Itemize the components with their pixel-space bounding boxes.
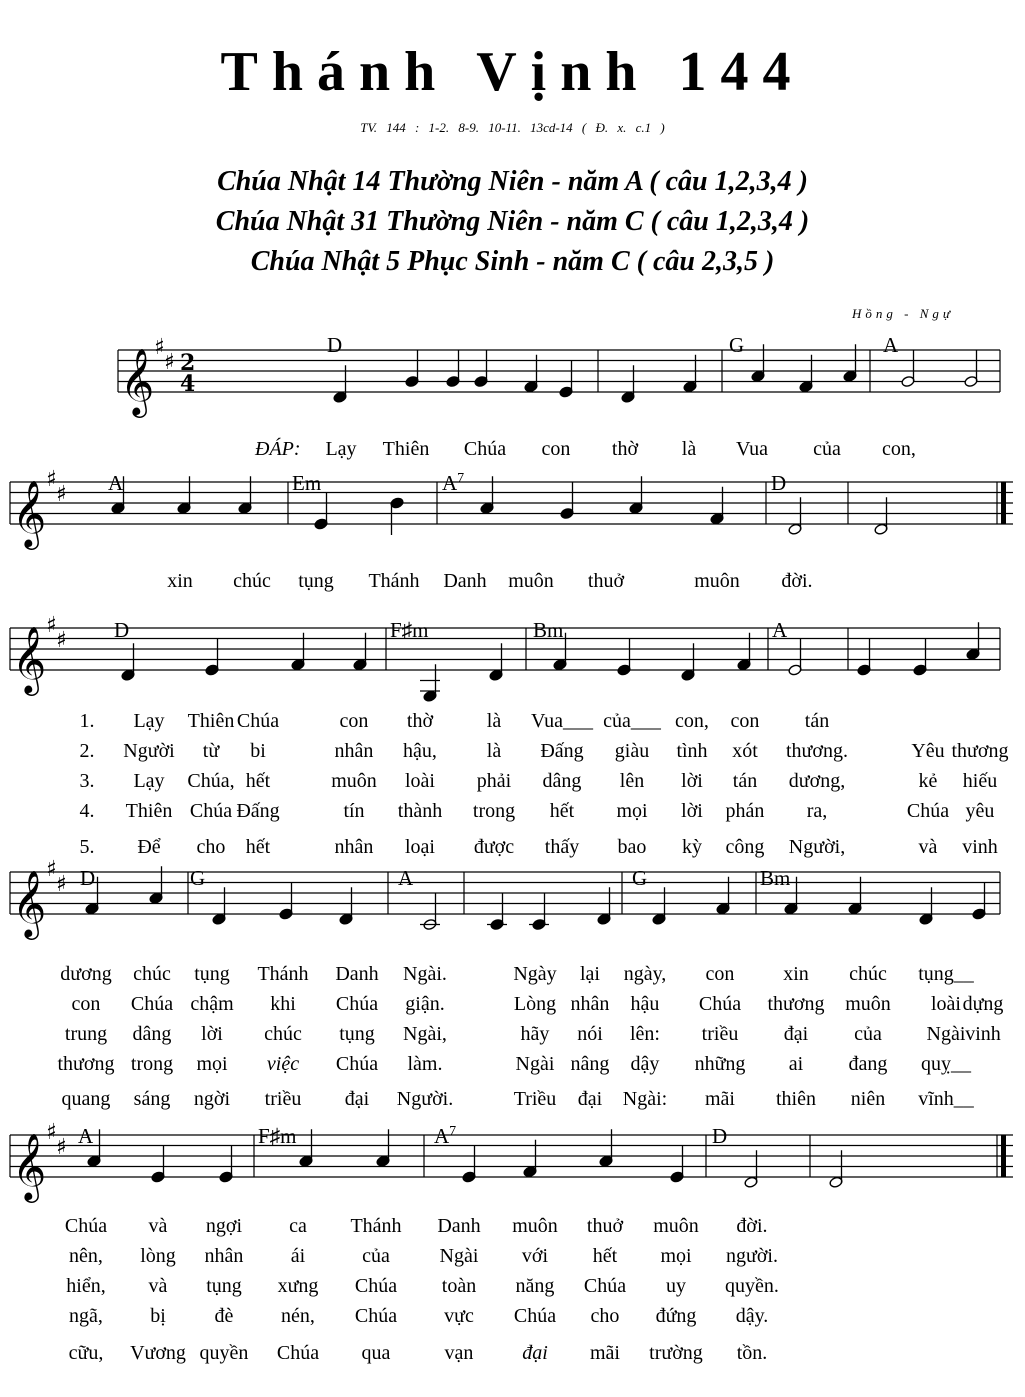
lyric-syllable: mọi <box>660 1245 692 1267</box>
lyric-syllable: Thiên <box>187 710 235 732</box>
lyric-syllable: lời <box>201 1023 223 1045</box>
lyric-syllable: của <box>854 1023 882 1045</box>
lyric-syllable: chậm <box>190 993 234 1015</box>
lyric-syllable: chúc <box>849 963 887 985</box>
lyric-syllable: tụng <box>206 1275 242 1297</box>
lyric-syllable: hết <box>245 836 271 858</box>
lyric-syllable: kẻ <box>918 770 938 792</box>
staff-system <box>118 333 1000 418</box>
chord-symbol: F♯m <box>258 1124 297 1148</box>
lyric-syllable: ngợi <box>205 1215 243 1237</box>
chord-symbol: D <box>712 1124 728 1148</box>
lyric-syllable: Người <box>123 740 175 762</box>
lyric-syllable: dâng <box>542 770 582 792</box>
lyric-syllable: tán <box>804 710 830 732</box>
lyric-syllable: Thánh <box>350 1215 402 1237</box>
lyric-syllable: muôn <box>331 770 377 792</box>
lyric-syllable: Chúa <box>463 438 507 460</box>
sharp-icon: ♯ <box>164 350 175 375</box>
lyric-syllable: muôn <box>845 993 891 1015</box>
lyric-syllable: con <box>71 993 101 1015</box>
lyric-syllable: con, <box>675 710 709 732</box>
lyric-syllable: trong <box>472 800 516 822</box>
chord-symbol: A <box>398 866 414 890</box>
lyric-syllable: tụng <box>339 1023 375 1045</box>
lyric-syllable: thờ <box>611 438 639 460</box>
lyric-syllable: quyền <box>199 1342 249 1364</box>
lyric-syllable: đang <box>848 1053 888 1075</box>
lyric-syllable: cho <box>590 1305 620 1327</box>
lyric-syllable: đời. <box>736 1215 768 1237</box>
lyric-syllable: đời. <box>781 570 813 592</box>
treble-clef-icon: 𝄞 <box>12 625 47 693</box>
lyric-syllable: loài <box>931 993 961 1015</box>
lyric-syllable: lên: <box>630 1023 660 1045</box>
verse-number: 1. <box>79 710 95 732</box>
lyric-syllable: loài <box>405 770 435 792</box>
lyric-syllable: chúc <box>233 570 271 592</box>
lyric-syllable: niên <box>850 1088 886 1110</box>
lyric-syllable: Đấng <box>236 800 280 822</box>
lyric-syllable: Lòng <box>513 993 557 1015</box>
lyric-syllable: chúc <box>133 963 171 985</box>
lyric-syllable: sáng <box>133 1088 171 1110</box>
lyric-syllable: ra, <box>806 800 828 822</box>
lyric-syllable: ngày, <box>623 963 667 985</box>
chord-symbol: A <box>108 471 124 495</box>
lyric-syllable: Chúa <box>64 1215 108 1237</box>
lyric-syllable: Yêu <box>911 740 945 762</box>
lyric-syllable: muôn <box>694 570 740 592</box>
lyric-syllable: Thánh <box>368 570 420 592</box>
lyric-syllable: là <box>486 710 502 732</box>
lyric-syllable: yêu <box>965 800 995 822</box>
chord-symbol: Em <box>292 471 322 495</box>
lyric-syllable: tín <box>343 800 365 822</box>
lyric-syllable: lòng <box>140 1245 176 1267</box>
lyric-syllable: tình <box>676 740 708 762</box>
chord-symbol: G <box>190 866 206 890</box>
lyric-syllable: Chúa <box>276 1342 320 1364</box>
lyric-syllable: nhân <box>334 740 374 762</box>
lyric-syllable: hậu, <box>403 740 437 762</box>
lyric-syllable: Chúa <box>698 993 742 1015</box>
treble-clef-icon: 𝄞 <box>12 1132 47 1200</box>
lyric-syllable: vinh <box>962 836 998 858</box>
lyric-syllable: xin <box>167 570 193 592</box>
lyric-syllable: phán <box>725 800 765 822</box>
sharp-icon: ♯ <box>56 628 67 653</box>
lyric-syllable: đè <box>214 1305 234 1327</box>
lyric-syllable: tồn. <box>736 1342 768 1364</box>
lyric-syllable: nhân <box>334 836 374 858</box>
lyric-syllable: Ngài, <box>403 1023 447 1045</box>
lyric-syllable: và <box>148 1215 168 1237</box>
lyric-syllable: tụng <box>194 963 230 985</box>
lyric-syllable: đại <box>522 1342 548 1364</box>
lyric-syllable: qua <box>361 1342 391 1364</box>
chord-symbol: G <box>729 333 745 357</box>
lyric-syllable: muôn <box>653 1215 699 1237</box>
lyric-syllable: Ngài <box>439 1245 479 1267</box>
lyric-syllable: mọi <box>196 1053 228 1075</box>
lyric-syllable: của___ <box>603 710 661 732</box>
sharp-icon: ♯ <box>56 482 67 507</box>
lyric-syllable: thiên <box>776 1088 816 1110</box>
lyric-syllable: Người, <box>788 836 846 858</box>
lyric-syllable: lên <box>619 770 645 792</box>
lyric-syllable: nhân <box>570 993 610 1015</box>
lyric-syllable: vạn <box>444 1342 474 1364</box>
lyric-syllable: Vua___ <box>530 710 594 732</box>
lyric-syllable: việc <box>266 1053 300 1075</box>
lyric-syllable: tụng <box>298 570 334 592</box>
lyric-syllable: con <box>730 710 760 732</box>
chord-symbol: F♯m <box>390 618 429 642</box>
lyric-syllable: những <box>694 1053 746 1075</box>
lyric-syllable: con <box>339 710 369 732</box>
lyric-syllable: hiển, <box>66 1275 106 1297</box>
lyric-syllable: khi <box>270 993 296 1015</box>
lyric-syllable: Ngài <box>515 1053 555 1075</box>
lyric-syllable: trong <box>130 1053 174 1075</box>
lyric-syllable: của <box>362 1245 390 1267</box>
lyric-syllable: thương <box>57 1053 115 1075</box>
lyric-syllable: loại <box>405 836 435 858</box>
lyric-syllable: trung <box>64 1023 108 1045</box>
lyric-syllable: dâng <box>132 1023 172 1045</box>
lyric-syllable: nâng <box>570 1053 610 1075</box>
lyric-syllable: cho <box>196 836 226 858</box>
lyric-syllable: và <box>148 1275 168 1297</box>
lyric-syllable: con <box>541 438 571 460</box>
lyric-syllable: xót <box>732 740 758 762</box>
lyric-syllable: muôn <box>508 570 554 592</box>
staff-system <box>10 467 1013 550</box>
lyric-syllable: con <box>705 963 735 985</box>
lyric-syllable: nói <box>577 1023 603 1045</box>
lyric-syllable: Chúa <box>335 993 379 1015</box>
lyric-syllable: lại <box>580 963 600 985</box>
lyric-syllable: đại <box>783 1023 809 1045</box>
lyric-syllable: vinh <box>965 1023 1001 1045</box>
occasion-line: Chúa Nhật 14 Thường Niên - năm A ( câu 1,2,3,4 ) <box>217 166 808 197</box>
lyric-syllable: vực <box>444 1305 474 1327</box>
lyric-syllable: Ngày <box>513 963 557 985</box>
verse-number: 2. <box>79 740 95 762</box>
lyric-syllable: Ngài. <box>403 963 447 985</box>
sharp-icon: ♯ <box>46 613 57 638</box>
lyric-syllable: con, <box>882 438 916 460</box>
lyric-syllable: giận. <box>405 993 445 1015</box>
lyric-syllable: lời <box>681 800 703 822</box>
final-barline <box>1001 1135 1006 1177</box>
verse-number: 5. <box>79 836 95 858</box>
lyric-syllable: quyền. <box>725 1275 779 1297</box>
lyric-syllable: Thiên <box>125 800 173 822</box>
lyric-syllable: xin <box>783 963 809 985</box>
lyric-syllable: ái <box>290 1245 306 1267</box>
lyric-syllable: từ <box>202 740 220 762</box>
lyric-syllable: triều <box>701 1023 739 1045</box>
lyric-syllable: giàu <box>614 740 650 762</box>
lyric-syllable: mọi <box>616 800 648 822</box>
lyric-syllable: nhân <box>204 1245 244 1267</box>
lyric-syllable: ca <box>289 1215 307 1237</box>
lyric-syllable: kỳ <box>682 836 702 858</box>
lyric-syllable: tụng__ <box>918 963 974 985</box>
lyric-syllable: Chúa <box>906 800 950 822</box>
chord-symbol: $A^7$ <box>442 471 465 495</box>
lyric-syllable: đứng <box>655 1305 697 1327</box>
chord-symbol: G <box>632 866 648 890</box>
sharp-icon: ♯ <box>46 467 57 492</box>
lyric-syllable: vĩnh__ <box>918 1088 974 1110</box>
lyric-syllable: quỵ__ <box>921 1053 971 1075</box>
lyric-syllable: đại <box>577 1088 603 1110</box>
lyric-syllable: công <box>725 836 765 858</box>
lyric-syllable: quang <box>61 1088 111 1110</box>
lyric-syllable: thương <box>951 740 1009 762</box>
chord-symbol: A <box>78 1124 94 1148</box>
lyric-syllable: hết <box>549 800 575 822</box>
lyric-syllable: bao <box>617 836 647 858</box>
lyric-syllable: Lạy <box>133 770 165 792</box>
lyric-syllable: Để <box>137 836 161 858</box>
lyric-syllable: chúc <box>264 1023 302 1045</box>
verse-number: 3. <box>79 770 95 792</box>
lyric-syllable: Thiên <box>382 438 430 460</box>
treble-clef-icon: 𝄞 <box>120 347 155 415</box>
lyric-syllable: Danh <box>437 1215 481 1237</box>
sharp-icon: ♯ <box>46 1120 57 1145</box>
sharp-icon: ♯ <box>56 1135 67 1160</box>
lyric-syllable: Danh <box>443 570 487 592</box>
lyric-syllable: cữu, <box>68 1342 104 1364</box>
lyric-syllable: nén, <box>281 1305 315 1327</box>
lyric-syllable: bị <box>150 1305 166 1327</box>
treble-clef-icon: 𝄞 <box>12 869 47 937</box>
time-signature-bottom: 4 <box>180 371 196 397</box>
lyric-syllable: thuở <box>586 1215 624 1237</box>
lyric-syllable: lời <box>681 770 703 792</box>
chord-symbol: D <box>80 866 96 890</box>
lyric-syllable: Chúa <box>236 710 280 732</box>
lyric-syllable: và <box>918 836 938 858</box>
lyric-syllable: Chúa <box>513 1305 557 1327</box>
sharp-icon: ♯ <box>154 335 165 360</box>
lyric-syllable: thương. <box>786 740 848 762</box>
lyric-syllable: Chúa <box>354 1305 398 1327</box>
staff-system <box>10 613 1000 702</box>
lyric-syllable: bi <box>250 740 266 762</box>
lyric-syllable: của <box>813 438 841 460</box>
lyric-syllable: Chúa <box>583 1275 627 1297</box>
final-barline <box>1001 482 1006 524</box>
lyric-syllable: phải <box>476 770 512 792</box>
lyric-syllable: thương <box>767 993 825 1015</box>
lyric-syllable: dương, <box>788 770 846 792</box>
lyric-syllable: muôn <box>512 1215 558 1237</box>
chord-symbol: $A^7$ <box>434 1124 457 1148</box>
lyric-syllable: trường <box>649 1342 703 1364</box>
lyric-syllable: mãi <box>590 1342 620 1364</box>
lyric-syllable: tán <box>732 770 758 792</box>
treble-clef-icon: 𝄞 <box>12 479 47 547</box>
lyric-syllable: thuở <box>587 570 625 592</box>
lyric-syllable: Lạy <box>325 438 357 460</box>
composer-credit: Hồng - Ngự <box>852 306 954 321</box>
lyric-syllable: Vua <box>735 438 769 460</box>
lyric-syllable: mãi <box>705 1088 735 1110</box>
response-label: ĐÁP: <box>255 438 301 460</box>
psalm-reference: TV. 144 : 1-2. 8-9. 10-11. 13cd-14 ( Đ. x. c.1 ) <box>360 120 665 135</box>
lyric-syllable: Lạy <box>133 710 165 732</box>
lyric-syllable: thờ <box>406 710 434 732</box>
lyric-syllable: thấy <box>544 836 580 858</box>
lyric-syllable: Đấng <box>540 740 584 762</box>
occasion-line: Chúa Nhật 5 Phục Sinh - năm C ( câu 2,3,5 ) <box>250 246 775 277</box>
chord-symbol: D <box>114 618 130 642</box>
lyric-syllable: ngã, <box>69 1305 103 1327</box>
lyric-syllable: người. <box>726 1245 778 1267</box>
lyric-syllable: Thánh <box>257 963 309 985</box>
lyric-syllable: Danh <box>335 963 379 985</box>
chord-symbol: Bm <box>533 618 564 642</box>
lyric-syllable: uy <box>666 1275 686 1297</box>
lyric-syllable: thành <box>397 800 443 822</box>
lyric-syllable: là <box>486 740 502 762</box>
lyric-syllable: hết <box>245 770 271 792</box>
lyric-syllable: toàn <box>441 1275 477 1297</box>
lyric-syllable: Chúa <box>354 1275 398 1297</box>
lyric-syllable: Chúa <box>335 1053 379 1075</box>
lyric-syllable: Chúa, <box>187 770 235 792</box>
page-title: Thánh Vịnh 144 <box>220 41 805 103</box>
lyric-syllable: hãy <box>520 1023 550 1045</box>
verse-number: 4. <box>79 800 95 822</box>
lyric-syllable: Triều <box>513 1088 557 1110</box>
occasion-line: Chúa Nhật 31 Thường Niên - năm C ( câu 1,2,3,4 ) <box>215 206 810 237</box>
chord-symbol: Bm <box>760 866 791 890</box>
lyric-syllable: hiếu <box>962 770 998 792</box>
lyric-syllable: Ngài <box>926 1023 966 1045</box>
chord-symbol: A <box>772 618 788 642</box>
lyric-syllable: Chúa <box>130 993 174 1015</box>
lyric-syllable: ngời <box>193 1088 231 1110</box>
lyric-syllable: Ngài: <box>622 1088 668 1110</box>
lyric-syllable: ai <box>788 1053 804 1075</box>
lyric-syllable: là <box>681 438 697 460</box>
staff-system <box>10 1120 1013 1203</box>
sharp-icon: ♯ <box>46 857 57 882</box>
lyric-syllable: nên, <box>69 1245 103 1267</box>
lyric-syllable: đại <box>344 1088 370 1110</box>
lyric-syllable: dựng <box>962 993 1004 1015</box>
sharp-icon: ♯ <box>56 872 67 897</box>
chord-symbol: D <box>771 471 787 495</box>
lyric-syllable: hết <box>592 1245 618 1267</box>
lyric-syllable: dậy <box>630 1053 660 1075</box>
staff-system <box>10 857 1000 940</box>
chord-symbol: D <box>327 333 343 357</box>
lyric-syllable: dương <box>60 963 112 985</box>
lyric-syllable: hậu <box>630 993 660 1015</box>
lyric-syllable: Vương <box>130 1342 186 1364</box>
time-signature-top: 2 <box>180 350 196 376</box>
lyric-syllable: dậy. <box>735 1305 769 1327</box>
lyric-syllable: Chúa <box>189 800 233 822</box>
chord-symbol: A <box>883 333 899 357</box>
lyric-syllable: triều <box>264 1088 302 1110</box>
lyric-syllable: được <box>473 836 515 858</box>
lyric-syllable: xưng <box>277 1275 319 1297</box>
lyric-syllable: với <box>521 1245 549 1267</box>
lyric-syllable: làm. <box>407 1053 443 1075</box>
lyric-syllable: Người. <box>396 1088 454 1110</box>
lyric-syllable: năng <box>515 1275 555 1297</box>
